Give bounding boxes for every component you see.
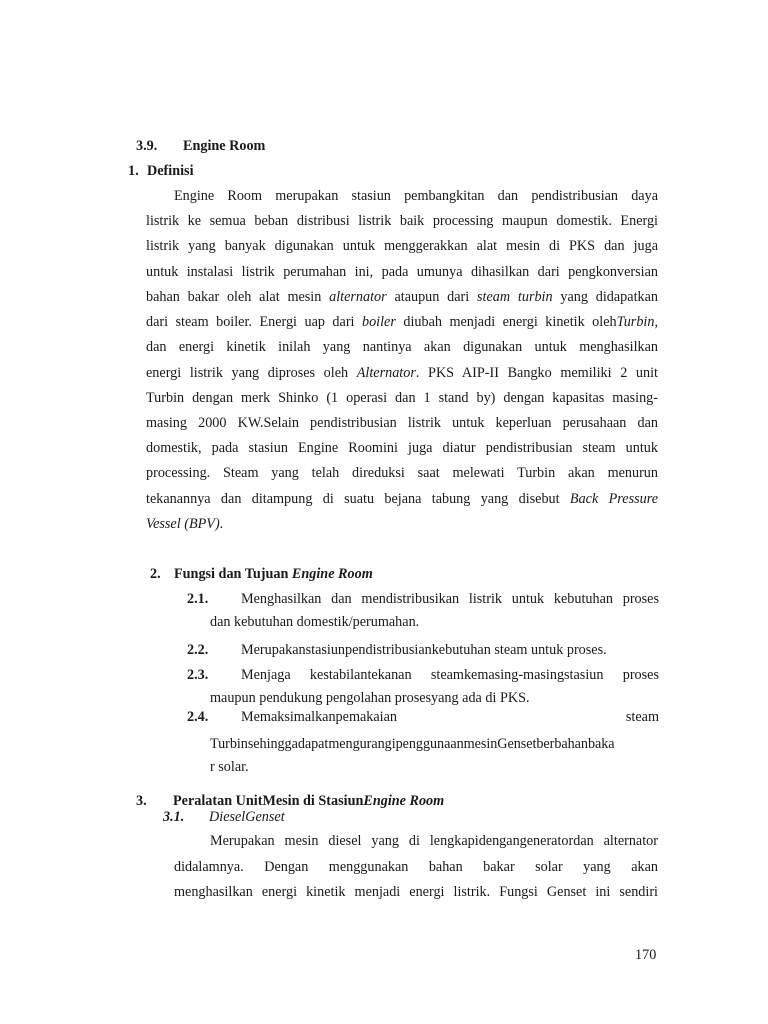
definisi-text: bahan bakar oleh alat mesin [146,289,330,305]
definisi-line [146,415,658,432]
definisi-text: listrik ke semua beban distribusi listrik baik processing maupun domestik. Energi [146,213,658,229]
fungsi-item-text: Merupakanstasiunpendistribusiankebutuhan steam untuk proses. [241,642,607,658]
section-number: 3.9. [136,138,158,154]
fungsi-heading [150,566,373,583]
definisi-text: ataupun dari [386,289,478,305]
definisi-text: diubah menjadi energi kinetik oleh [395,314,617,330]
definisi-text: , [654,314,659,330]
fungsi-item-number: 2.4. [187,709,209,725]
definisi-italic-text: Vessel (BPV) [146,516,220,532]
fungsi-item [187,709,659,776]
fungsi-number: 2. [150,566,161,582]
definisi-line [146,264,658,281]
definisi-italic-text: alternator [329,289,387,305]
definisi-italic-text: Turbin [616,314,655,330]
definisi-text: . PKS AIP-II Bangko memiliki 2 unit [415,365,659,381]
definisi-text: energi listrik yang diproses oleh [146,365,357,381]
peralatan-line: Merupakan mesin diesel yang di lengkapidengangeneratordan alternator [210,833,658,849]
fungsi-label: Fungsi dan Tujuan [174,566,292,582]
peralatan-line: menghasilkan energi kinetik menjadi energi listrik. Fungsi Genset ini sendiri [174,884,658,900]
peralatan-heading [136,793,444,810]
page-number: 170 [635,947,657,963]
fungsi-item-text: Menjaga kestabilantekanan steamkemasing-masingstasiun proses [241,667,659,683]
fungsi-item [187,642,659,659]
definisi-text: masing 2000 KW.Selain pendistribusian listrik untuk keperluan perusahaan dan [146,415,658,431]
definisi-italic-text: Back Pressure [569,491,658,507]
peralatan-label: Peralatan UnitMesin di Stasiun [173,793,364,809]
definisi-line [146,365,658,382]
definisi-line [174,188,658,205]
fungsi-item-text: maupun pendukung pengolahan prosesyang ada di PKS. [210,690,530,706]
definisi-heading [128,163,194,180]
section-title: Engine Room [183,138,266,154]
fungsi-item-text: TurbinsehinggadapatmengurangipenggunaanmesinGensetberbahanbaka [210,736,615,752]
definisi-italic-text: steam turbin [477,289,553,305]
definisi-text: processing. Steam yang telah direduksi saat melewati Turbin akan menurun [146,465,658,481]
peralatan-number: 3. [136,793,147,809]
definisi-text: listrik yang banyak digunakan untuk menggerakkan alat mesin di PKS dan juga [146,238,658,254]
definisi-line [146,213,658,230]
fungsi-item-text: dan kebutuhan domestik/perumahan. [210,614,420,630]
fungsi-item-number: 2.2. [187,642,209,658]
definisi-line [146,465,658,482]
definisi-text: tekanannya dan ditampung di suatu bejana tabung yang disebut [146,491,570,507]
peralatan-subheading [163,809,285,826]
fungsi-item-number: 2.3. [187,667,209,683]
definisi-italic-text: Alternator [356,365,416,381]
definisi-number: 1. [128,163,139,179]
fungsi-item [187,591,659,631]
peralatan-label-italic: Engine Room [363,793,445,809]
section-heading [136,138,265,155]
definisi-line [146,491,658,508]
fungsi-item-text: Menghasilkan dan mendistribusikan listrik untuk kebutuhan proses [241,591,659,607]
definisi-line [146,238,658,255]
fungsi-label-italic: Engine Room [291,566,373,582]
definisi-line [146,440,658,457]
definisi-text: domestik, pada stasiun Engine Roomini juga diatur pendistribusian steam untuk [146,440,658,456]
definisi-text: Turbin dengan merk Shinko (1 operasi dan 1 stand by) dengan kapasitas masing- [146,390,658,406]
definisi-line [146,314,658,331]
fungsi-item-number: 2.1. [187,591,209,607]
fungsi-item-text: Memaksimalkanpemakaian steam [241,709,659,725]
fungsi-item [187,667,659,707]
sub-number: 3.1. [163,809,185,825]
definisi-line [146,339,658,356]
definisi-line [146,516,658,533]
sub-title: DieselGenset [209,809,285,825]
definisi-italic-text: boiler [361,314,396,330]
fungsi-item-text: r solar. [210,759,249,775]
definisi-label: Definisi [147,163,194,179]
definisi-text: Engine Room merupakan stasiun pembangkitan dan pendistribusian daya [174,188,658,204]
definisi-line [146,289,658,306]
definisi-text: dari steam boiler. Energi uap dari [146,314,362,330]
definisi-text: . [219,516,224,532]
definisi-line [146,390,658,407]
definisi-text: dan energi kinetik inilah yang nantinya akan digunakan untuk menghasilkan [146,339,658,355]
peralatan-line: didalamnya. Dengan menggunakan bahan bakar solar yang akan [174,859,658,875]
definisi-text: untuk instalasi listrik perumahan ini, pada umunya dihasilkan dari pengkonversian [146,264,658,280]
definisi-text: yang didapatkan [552,289,658,305]
